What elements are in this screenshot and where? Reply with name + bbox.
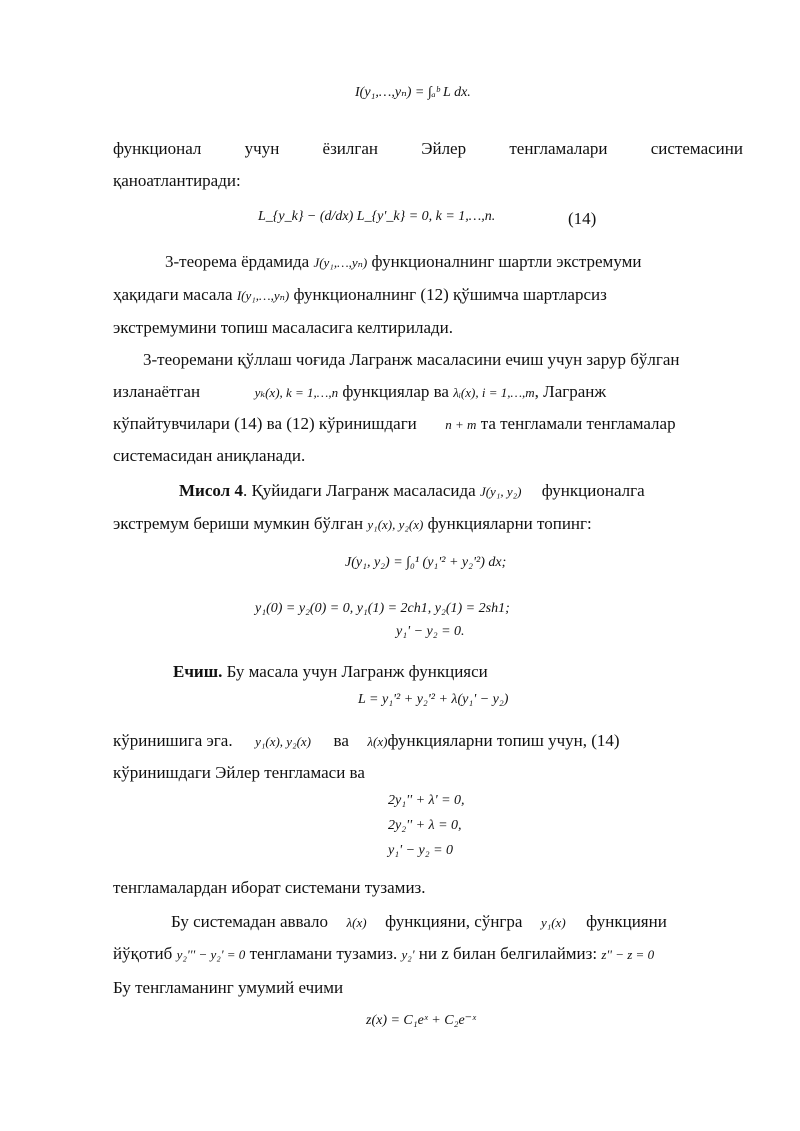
inline-formula: y₁(x), y₂(x) <box>255 734 312 749</box>
text-line-11 <box>113 514 743 535</box>
text-span: функционалнинг шартли экстремуми <box>371 252 642 271</box>
word: тенгламалари <box>509 139 608 158</box>
text-line-3 <box>113 252 743 273</box>
inline-formula: I(y₁,…,yₙ) <box>236 288 290 303</box>
text-span: Бу системадан аввало <box>171 912 329 931</box>
text-span: кўринишига эга. <box>113 731 233 750</box>
text-line-2: қаноатлантиради: <box>113 171 241 190</box>
inline-formula: n + m <box>445 417 477 432</box>
formula-system-1: 2y₁'' + λ' = 0, <box>388 793 465 808</box>
text-span: ва <box>333 731 349 750</box>
text-span: 3-теорема ёрдамида <box>165 252 310 271</box>
text-span: функционалнинг (12) қўшимча шартларсиз <box>293 285 607 304</box>
text-span: , Лагранж <box>534 382 607 401</box>
text-line-4 <box>113 285 743 306</box>
text-line-15: тенгламалардан иборат системани тузамиз. <box>113 878 426 897</box>
text-span: функцияни, сўнгра <box>385 912 523 931</box>
word: ёзилган <box>322 139 379 158</box>
text-line-14: кўринишдаги Эйлер тенгламаси ва <box>113 763 365 782</box>
text-line-8 <box>113 414 743 435</box>
text-span: ни z билан белгилаймиз: <box>418 944 598 963</box>
word: Эйлер <box>421 139 467 158</box>
inline-formula: y₂''' − y₂' = 0 <box>176 947 246 962</box>
word: функционал <box>113 139 202 158</box>
inline-formula: y₁(x), y₂(x) <box>367 517 424 532</box>
inline-formula: y₁(x) <box>540 915 566 930</box>
text-span: функцияни <box>586 912 667 931</box>
text-span: тенгламани тузамиз. <box>249 944 398 963</box>
text-line-1 <box>113 139 743 159</box>
text-span: та тенгламали тенгламалар <box>480 414 676 433</box>
text-span: функцияларни топинг: <box>427 514 592 533</box>
formula-lagrange: L = y₁'² + y₂'² + λ(y₁' − y₂) <box>358 692 509 707</box>
formula-J: J(y₁, y₂) = ∫₀¹ (y₁'² + y₂'²) dx; <box>345 555 507 570</box>
formula-system-3: y₁' − y₂ = 0 <box>388 843 454 858</box>
formula-constraint: y₁' − y₂ = 0. <box>396 624 465 639</box>
inline-formula: λ(x) <box>367 734 388 749</box>
text-line-16 <box>113 912 743 933</box>
inline-formula: z'' − z = 0 <box>601 947 655 962</box>
equation-number: (14) <box>568 209 597 228</box>
example-heading: Мисол 4 <box>179 481 243 500</box>
text-span: функциялар ва <box>342 382 449 401</box>
text-line-17 <box>113 944 743 965</box>
text-span: Бу масала учун Лагранж функцияси <box>226 662 488 681</box>
text-span: йўқотиб <box>113 944 173 963</box>
text-line-10 <box>113 481 743 502</box>
formula-general-solution: z(x) = C₁eˣ + C₂e⁻ˣ <box>366 1013 477 1028</box>
word: учун <box>244 139 280 158</box>
text-span: экстремум бериши мумкин бўлган <box>113 514 364 533</box>
inline-formula: yₖ(x), k = 1,…,n <box>254 385 339 400</box>
text-span: изланаётган <box>113 382 201 401</box>
text-line-5: экстремумини топиш масаласига келтирилади. <box>113 318 454 337</box>
inline-formula: λ(x) <box>346 915 367 930</box>
inline-formula: λᵢ(x), i = 1,…,m <box>453 385 535 400</box>
inline-formula: J(y₁, y₂) <box>479 484 522 499</box>
text-line-12 <box>113 662 743 682</box>
text-line-13 <box>113 731 743 752</box>
solution-heading: Ечиш. <box>173 662 223 681</box>
inline-formula: J(y₁,…,yₙ) <box>313 255 368 270</box>
text-line-9: системасидан аниқланади. <box>113 446 306 465</box>
text-span: кўпайтувчилари (14) ва (12) кўринишдаги <box>113 414 417 433</box>
inline-formula: y₂' <box>401 947 415 962</box>
text-line-7 <box>113 382 743 403</box>
formula-euler: L_{y_k} − (d/dx) L_{y'_k} = 0, k = 1,…,n. <box>258 209 496 224</box>
text-span: функционалга <box>541 481 645 500</box>
formula-boundary: y₁(0) = y₂(0) = 0, y₁(1) = 2ch1, y₂(1) = 2sh1; <box>255 601 510 616</box>
text-span: . Қуйидаги Лагранж масаласида <box>242 481 476 500</box>
formula-system-2: 2y₂'' + λ = 0, <box>388 818 462 833</box>
text-span: функцияларни топиш учун, (14) <box>387 731 620 750</box>
word: системасини <box>650 139 743 158</box>
text-span: ҳақидаги масала <box>113 285 233 304</box>
formula-functional: I(y₁,…,yₙ) = ∫ₐᵇ L dx. <box>355 85 471 100</box>
text-line-6 <box>113 350 743 370</box>
text-line-18: Бу тенгламанинг умумий ечими <box>113 978 344 997</box>
text-span: 3-теоремани қўллаш чоғида Лагранж масаласини ечиш учун зарур бўлган <box>143 350 680 369</box>
